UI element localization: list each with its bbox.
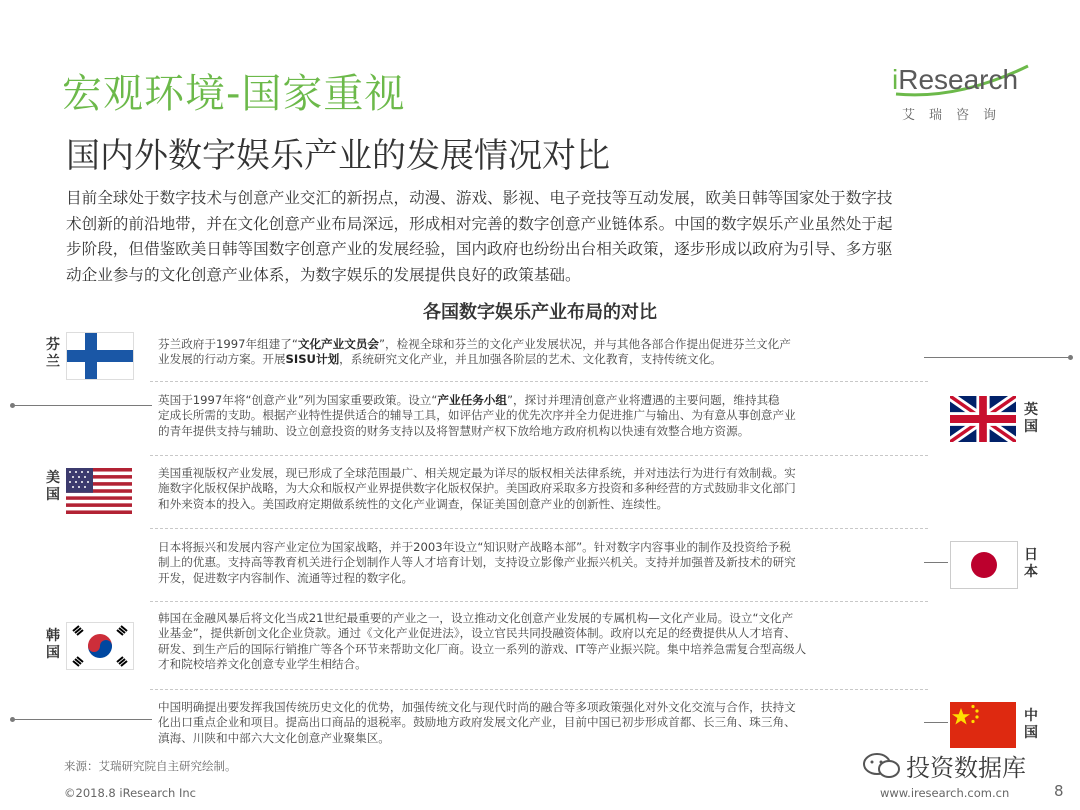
source-note: 来源：艾瑞研究院自主研究绘制。 [64, 759, 237, 773]
page-title: 宏观环境-国家重视 [62, 71, 406, 117]
site-url[interactable]: www.iresearch.com.cn [880, 786, 1010, 800]
connector-line [12, 719, 152, 720]
row-separator [150, 455, 928, 456]
logo-wordmark: iResearch [892, 64, 1019, 95]
country-name-japan: 日 本 [1024, 547, 1038, 580]
korea-flag-icon [66, 622, 134, 670]
connector-dot [1068, 355, 1073, 360]
china-flag-icon [950, 702, 1016, 748]
table-title: 各国数字娱乐产业布局的对比 [423, 302, 657, 323]
finland-description: 芬兰政府于1997年组建了“文化产业文员会”，检视全球和芬兰的文化产业发展状况，并与其他各部合作提出促进芬兰文化产 业发展的行动方案。开展SISU计划，系统研究文化产业，并且加强各阶层的艺术、文化教育，支持传统文化。 [158, 337, 791, 367]
country-name-china: 中 国 [1024, 708, 1038, 741]
intro-line: 动企业参与的文化创意产业体系，为数字娱乐的发展提供良好的政策基础。 [66, 265, 581, 284]
connector-line [924, 722, 948, 723]
intro-paragraph [66, 186, 1032, 288]
usa-description: 美国重视版权产业发展，现已形成了全球范围最广、相关规定最为详尽的版权相关法律系统，并对违法行为进行有效制裁。实 施数字化版权保护战略，为大众和版权产业界提供数字化版权保护。美国政府采取多方投资和多种经营的方式鼓励非文化部门 和外来资本的投入。美国政府定期做系统性的文化产业调查，保证美国创意产业的创新性、连续性。 [158, 466, 796, 511]
country-name-korea: 韩 国 [46, 628, 60, 661]
logo-cn: 艾瑞咨询 [902, 108, 1011, 123]
korea-description: 韩国在金融风暴后将文化当成21世纪最重要的产业之一，设立推动文化创意产业发展的专属机构—文化产业局。设立“文化产 业基金”，提供新创文化企业贷款。通过《文化产业促进法》，设立官民共同投融资体制。政府以充足的经费提供从人才培育、 研发、到生产后的国际行销推广等各个环节来帮助文化厂商。设立一系列的游戏、IT等产业振兴院。集中培养急需复合型高级人 才和院校培养文化创意专业学生相结合。 [158, 611, 807, 672]
row-separator [150, 528, 928, 529]
row-separator [150, 689, 928, 690]
japan-description: 日本将振兴和发展内容产业定位为国家战略，并于2003年设立“知识财产战略本部”。针对数字内容事业的制作及投资给予税 制上的优惠。支持高等教育机关进行企划制作人等人才培育计划，支持设立影像产业振兴机关。支持并加强普及新技术的研究 开发，促进数字内容制作、流通等过程的数字化。 [158, 540, 796, 585]
uk-flag-icon [950, 396, 1016, 442]
intro-line: 步阶段，但借鉴欧美日韩等国数字创意产业的发展经验，国内政府也纷纷出台相关政策，逐步形成以政府为引导、多方驱 [66, 240, 893, 258]
row-separator [150, 601, 928, 602]
intro-line: 术创新的前沿地带，并在文化创意产业布局深远，形成相对完善的数字创意产业链体系。中国的数字娱乐产业虽然处于起 [66, 214, 893, 233]
row-separator [150, 381, 928, 382]
connector-line [12, 405, 152, 406]
usa-flag-icon [66, 468, 132, 514]
connector-dot [10, 403, 15, 408]
intro-line: 目前全球处于数字技术与创意产业交汇的新拐点，动漫、游戏、影视、电子竞技等互动发展，欧美日韩等国家处于数字技 [66, 189, 893, 207]
copyright: ©2018.8 iResearch Inc [64, 786, 196, 800]
connector-line [924, 562, 948, 563]
watermark: 投资数据库 [862, 748, 1026, 787]
uk-description: 英国于1997年将“创意产业”列为国家重要政策。设立“产业任务小组”，探讨并理清创意产业将遭遇的主要问题，维持其稳 定成长所需的支助。根据产业特性提供适合的辅导工具，如评估产业的优先次序并全力促进推广与输出、为有意从事创意产业 的青年提供支持与辅助、设立创意投资的财务支持以及将智慧财产权下放给地方政府机构以快速有效整合地方资源。 [158, 393, 796, 438]
japan-flag-icon [950, 541, 1018, 589]
connector-line [924, 357, 1070, 358]
wechat-icon [862, 751, 902, 787]
page-number: 8 [1054, 782, 1064, 800]
page-subtitle: 国内外数字娱乐产业的发展情况对比 [66, 136, 610, 176]
connector-dot [10, 717, 15, 722]
country-name-usa: 美 国 [46, 470, 60, 503]
country-name-finland: 芬 兰 [46, 337, 60, 370]
finland-flag-icon [66, 332, 134, 380]
country-name-uk: 英 国 [1024, 402, 1038, 435]
china-description: 中国明确提出要发挥我国传统历史文化的优势，加强传统文化与现代时尚的融合等多项政策强化对外文化交流与合作，扶持文 化出口重点企业和项目。提高出口商品的退税率。鼓励地方政府发展文化产业，目前中国已初步形成首都、长三角、珠三角、 滇海、川陕和中部六大文化创意产业聚集区。 [158, 700, 796, 745]
iresearch-logo [888, 60, 1038, 130]
